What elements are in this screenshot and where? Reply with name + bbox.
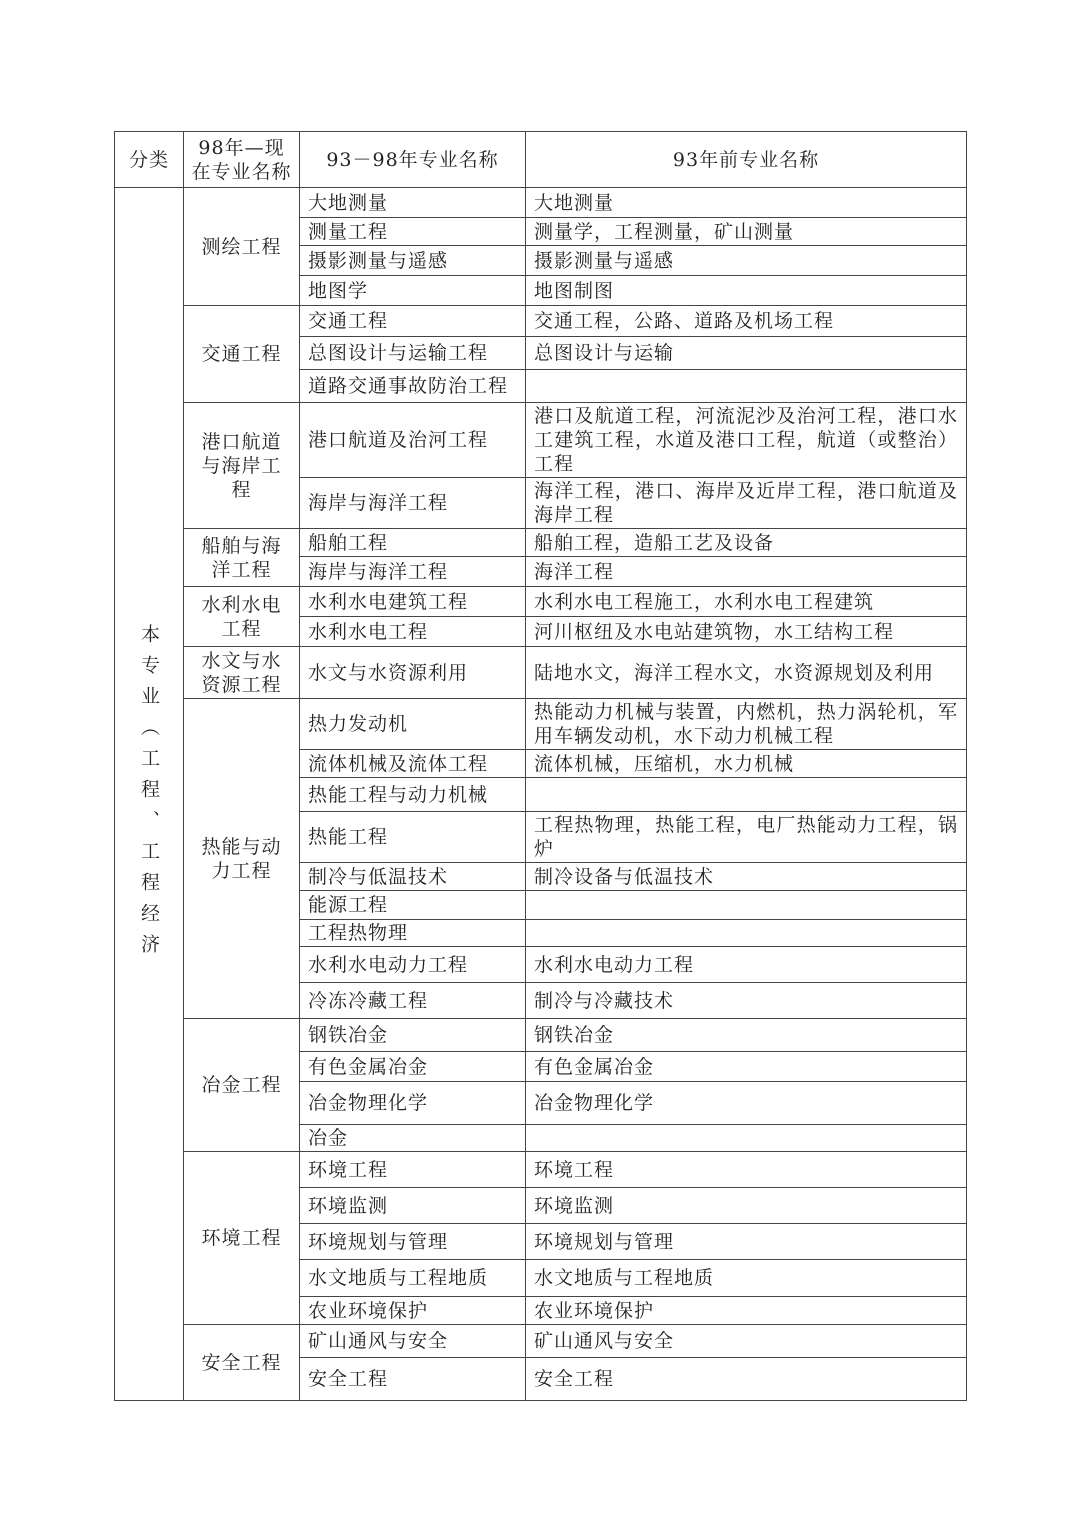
old-major-cell: 地图制图 <box>526 276 967 306</box>
mid-major-cell: 船舶工程 <box>300 529 526 557</box>
mid-major-cell: 流体机械及流体工程 <box>300 750 526 778</box>
old-major-cell: 河川枢纽及水电站建筑物，水工结构工程 <box>526 617 967 647</box>
table-row <box>115 1019 967 1052</box>
mid-major-cell: 冷冻冷藏工程 <box>300 983 526 1019</box>
current-major-cell: 水利水电工程 <box>184 587 300 647</box>
mid-major-cell: 水利水电动力工程 <box>300 947 526 983</box>
mid-major-cell: 安全工程 <box>300 1358 526 1401</box>
old-major-cell: 测量学，工程测量，矿山测量 <box>526 218 967 246</box>
mid-major-cell: 道路交通事故防治工程 <box>300 370 526 403</box>
mid-major-cell: 热力发动机 <box>300 699 526 750</box>
mid-major-cell: 农业环境保护 <box>300 1297 526 1325</box>
mid-major-cell: 水利水电工程 <box>300 617 526 647</box>
table-row <box>115 306 967 337</box>
mid-major-cell: 港口航道及治河工程 <box>300 403 526 478</box>
table-body <box>115 188 967 1401</box>
mid-major-cell: 水文地质与工程地质 <box>300 1260 526 1297</box>
current-major-cell: 环境工程 <box>184 1152 300 1325</box>
old-major-cell: 总图设计与运输 <box>526 337 967 370</box>
table-row <box>115 1325 967 1358</box>
mid-major-cell: 摄影测量与遥感 <box>300 246 526 276</box>
old-major-cell: 制冷设备与低温技术 <box>526 863 967 891</box>
mid-major-cell: 热能工程 <box>300 812 526 863</box>
current-major-cell: 港口航道与海岸工程 <box>184 403 300 529</box>
table-row <box>115 188 967 218</box>
header-category: 分类 <box>115 132 184 188</box>
table-row <box>115 529 967 557</box>
old-major-cell: 船舶工程，造船工艺及设备 <box>526 529 967 557</box>
old-major-cell: 矿山通风与安全 <box>526 1325 967 1358</box>
old-major-cell <box>526 778 967 812</box>
current-major-cell: 水文与水资源工程 <box>184 647 300 699</box>
current-major-cell: 安全工程 <box>184 1325 300 1401</box>
current-major-cell: 交通工程 <box>184 306 300 403</box>
old-major-cell: 热能动力机械与装置，内燃机，热力涡轮机，军用车辆发动机，水下动力机械工程 <box>526 699 967 750</box>
mid-major-cell: 工程热物理 <box>300 920 526 947</box>
mid-major-cell: 海岸与海洋工程 <box>300 478 526 529</box>
mid-major-cell: 水文与水资源利用 <box>300 647 526 699</box>
old-major-cell: 水利水电动力工程 <box>526 947 967 983</box>
mid-major-cell: 地图学 <box>300 276 526 306</box>
old-major-cell: 陆地水文，海洋工程水文，水资源规划及利用 <box>526 647 967 699</box>
mid-major-cell: 制冷与低温技术 <box>300 863 526 891</box>
mid-major-cell: 热能工程与动力机械 <box>300 778 526 812</box>
mid-major-cell: 能源工程 <box>300 891 526 920</box>
category-label: 本专业（工程、工程经济 <box>138 623 160 965</box>
old-major-cell: 环境工程 <box>526 1152 967 1188</box>
old-major-cell <box>526 891 967 920</box>
header-mid-name: 93－98年专业名称 <box>300 132 526 188</box>
current-major-cell: 热能与动力工程 <box>184 699 300 1019</box>
mid-major-cell: 交通工程 <box>300 306 526 337</box>
old-major-cell: 制冷与冷藏技术 <box>526 983 967 1019</box>
category-cell <box>115 188 184 1401</box>
old-major-cell: 有色金属冶金 <box>526 1052 967 1082</box>
mid-major-cell: 钢铁冶金 <box>300 1019 526 1052</box>
mid-major-cell: 环境规划与管理 <box>300 1224 526 1260</box>
old-major-cell: 海洋工程，港口、海岸及近岸工程，港口航道及海岸工程 <box>526 478 967 529</box>
old-major-cell: 农业环境保护 <box>526 1297 967 1325</box>
table-row <box>115 403 967 478</box>
mid-major-cell: 冶金 <box>300 1125 526 1152</box>
table-row <box>115 647 967 699</box>
table-header <box>115 132 967 188</box>
header-old-name: 93年前专业名称 <box>526 132 967 188</box>
old-major-cell: 港口及航道工程，河流泥沙及治河工程，港口水工建筑工程，水道及港口工程，航道（或整治）工程 <box>526 403 967 478</box>
old-major-cell: 水文地质与工程地质 <box>526 1260 967 1297</box>
old-major-cell: 交通工程，公路、道路及机场工程 <box>526 306 967 337</box>
current-major-cell: 冶金工程 <box>184 1019 300 1152</box>
mid-major-cell: 冶金物理化学 <box>300 1082 526 1125</box>
table-row <box>115 587 967 617</box>
old-major-cell: 大地测量 <box>526 188 967 218</box>
mid-major-cell: 水利水电建筑工程 <box>300 587 526 617</box>
old-major-cell: 环境规划与管理 <box>526 1224 967 1260</box>
table-row <box>115 1152 967 1188</box>
old-major-cell <box>526 370 967 403</box>
old-major-cell: 摄影测量与遥感 <box>526 246 967 276</box>
majors-table <box>114 131 967 1401</box>
mid-major-cell: 测量工程 <box>300 218 526 246</box>
mid-major-cell: 大地测量 <box>300 188 526 218</box>
mid-major-cell: 环境工程 <box>300 1152 526 1188</box>
mid-major-cell: 有色金属冶金 <box>300 1052 526 1082</box>
old-major-cell: 钢铁冶金 <box>526 1019 967 1052</box>
old-major-cell: 海洋工程 <box>526 557 967 587</box>
old-major-cell <box>526 920 967 947</box>
mid-major-cell: 总图设计与运输工程 <box>300 337 526 370</box>
table-row <box>115 699 967 750</box>
old-major-cell: 流体机械，压缩机，水力机械 <box>526 750 967 778</box>
old-major-cell: 冶金物理化学 <box>526 1082 967 1125</box>
old-major-cell: 环境监测 <box>526 1188 967 1224</box>
header-current-name: 98年—现在专业名称 <box>184 132 300 188</box>
mid-major-cell: 矿山通风与安全 <box>300 1325 526 1358</box>
current-major-cell: 船舶与海洋工程 <box>184 529 300 587</box>
old-major-cell <box>526 1125 967 1152</box>
mid-major-cell: 环境监测 <box>300 1188 526 1224</box>
old-major-cell: 工程热物理，热能工程，电厂热能动力工程，锅炉 <box>526 812 967 863</box>
old-major-cell: 水利水电工程施工，水利水电工程建筑 <box>526 587 967 617</box>
mid-major-cell: 海岸与海洋工程 <box>300 557 526 587</box>
current-major-cell: 测绘工程 <box>184 188 300 306</box>
old-major-cell: 安全工程 <box>526 1358 967 1401</box>
